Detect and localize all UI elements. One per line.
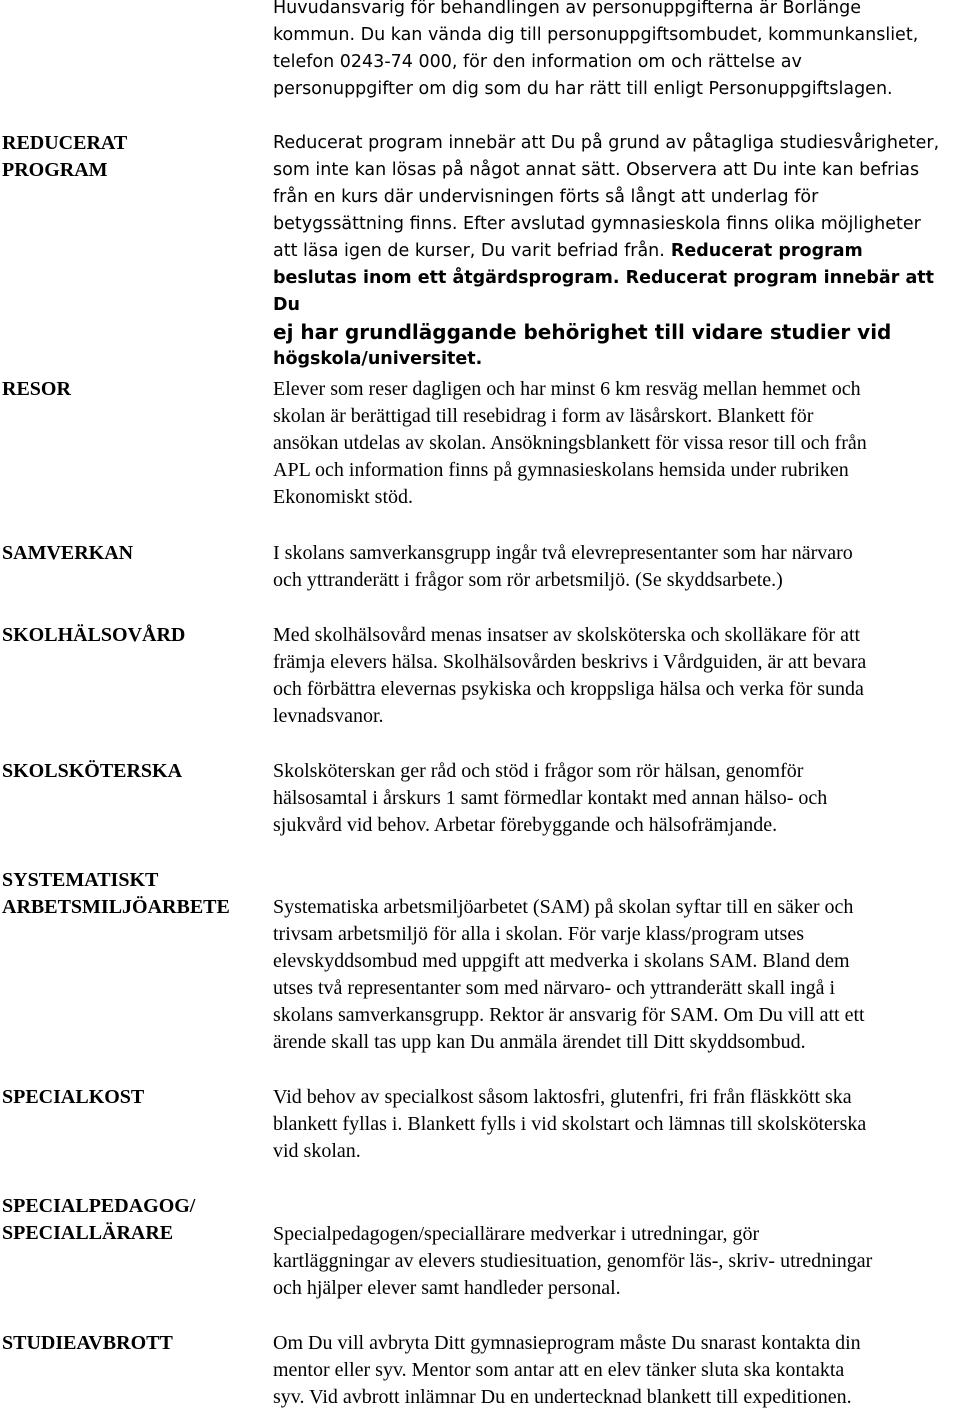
def-line: och förbättra elevernas psykiska och kroppsliga hälsa och verka för sunda — [273, 678, 864, 700]
def-line: skolans samverkansgrupp. Rektor är ansvarig för SAM. Om Du vill att ett — [273, 1004, 865, 1026]
def-text: som inte kan lösas på något annat sätt. — [273, 160, 621, 180]
def-line: trivsam arbetsmiljö för alla i skolan. För varje klass/program utses — [273, 923, 804, 945]
def-line: blankett fyllas i. Blankett fylls i vid skolstart och lämnas till skolsköterska — [273, 1113, 867, 1135]
def-line: syv. Vid avbrott inlämnar Du en undertecknad blankett till expeditionen. — [273, 1386, 852, 1408]
term-line: SKOLSKÖTERSKA — [2, 760, 183, 782]
def-bold-text: Reducerat program — [664, 241, 863, 261]
def-bold-text: beslutas inom ett åtgärdsprogram. — [273, 268, 620, 288]
def-line: skolan är berättigad till resebidrag i form av läsårskort. Blankett för — [273, 405, 814, 427]
def-line: utses två representanter som med närvaro- och yttranderätt skall ingå i — [273, 977, 836, 999]
definition-specialkost — [273, 1084, 960, 1165]
definition-specialpedagog-speciallarare — [273, 1221, 960, 1302]
def-line: högskola/universitet. — [273, 349, 483, 369]
def-bold-text: Reducerat program innebär att Du — [273, 268, 934, 315]
term-line: SPECIALKOST — [2, 1086, 145, 1108]
term-line: SKOLHÄLSOVÅRD — [2, 624, 186, 646]
term-line: ARBETSMILJÖARBETE — [2, 896, 230, 918]
def-line: elevskyddsombud med uppgift att medverka i skolans SAM. Bland dem — [273, 950, 850, 972]
def-line: APL och information finns på gymnasieskolans hemsida under rubriken — [273, 459, 849, 481]
definition-samverkan — [273, 540, 960, 594]
def-line: hälsosamtal i årskurs 1 samt förmedlar kontakt med annan hälso- och — [273, 787, 828, 809]
def-line: Systematiska arbetsmiljöarbetet (SAM) på skolan syftar till en säker och — [273, 896, 854, 918]
definition-skolhalsovard — [273, 622, 960, 730]
term-line: RESOR — [2, 378, 71, 400]
def-line: sjukvård vid behov. Arbetar förebyggande och hälsofrämjande. — [273, 814, 778, 836]
term-specialpedagog-speciallarare — [2, 1193, 195, 1247]
def-line: ansökan utdelas av skolan. Ansökningsblankett för vissa resor till och från — [273, 432, 867, 454]
def-line — [273, 157, 960, 184]
def-text: att läsa igen de kurser, Du varit befriad från. — [273, 241, 665, 261]
term-line: STUDIEAVBROTT — [2, 1332, 173, 1354]
def-line: Elever som reser dagligen och har minst 6 km resväg mellan hemmet och — [273, 378, 861, 400]
term-line: SYSTEMATISKT — [2, 869, 159, 891]
def-line — [273, 265, 960, 319]
term-line: SPECIALLÄRARE — [2, 1222, 174, 1244]
term-samverkan — [2, 540, 133, 567]
def-line: Reducerat program innebär att Du på grund av påtagliga studiesvårigheter, — [273, 133, 940, 153]
def-line: vid skolan. — [273, 1140, 361, 1162]
def-line: mentor eller syv. Mentor som antar att en elev tänker sluta ska kontakta — [273, 1359, 845, 1381]
def-line: och yttranderätt i frågor som rör arbetsmiljö. (Se skyddsarbete.) — [273, 569, 783, 591]
term-studieavbrott — [2, 1330, 173, 1357]
def-line: ej har grundläggande behörighet till vidare studier vid — [273, 320, 892, 344]
def-line: Skolsköterskan ger råd och stöd i frågor som rör hälsan, genomför — [273, 760, 804, 782]
definition-reducerat-program — [273, 130, 960, 373]
definition-resor — [273, 376, 960, 511]
def-line — [273, 238, 960, 265]
definition-skolskoterska — [273, 758, 960, 839]
term-line: REDUCERAT — [2, 132, 128, 154]
def-line: främja elevers hälsa. Skolhälsovården beskrivs i Vårdguiden, är att bevara — [273, 651, 867, 673]
term-line: SAMVERKAN — [2, 542, 134, 564]
def-line: betygssättning finns. Efter avslutad gymnasieskola finns olika möjligheter — [273, 214, 921, 234]
term-line: PROGRAM — [2, 159, 108, 181]
def-line: levnadsvanor. — [273, 705, 384, 727]
intro-line: personuppgifter om dig som du har rätt till enligt Personuppgiftslagen. — [273, 79, 893, 99]
term-systematiskt-arbetsmiljoarbete — [2, 867, 230, 921]
term-skolskoterska — [2, 758, 182, 785]
intro-line: telefon 0243-74 000, för den information om och rättelse av — [273, 52, 802, 72]
def-line: Ekonomiskt stöd. — [273, 486, 414, 508]
intro-line: kommun. Du kan vända dig till personuppgiftsombudet, kommunkansliet, — [273, 25, 919, 45]
intro-paragraph — [273, 0, 960, 103]
def-line: I skolans samverkansgrupp ingår två elevrepresentanter som har närvaro — [273, 542, 853, 564]
definition-systematiskt-arbetsmiljoarbete — [273, 894, 960, 1056]
term-skolhalsovard — [2, 622, 185, 649]
def-line: kartläggningar av elevers studiesituation, genomför läs-, skriv- utredningar — [273, 1250, 873, 1272]
def-text: Observera att Du inte kan befrias — [620, 160, 920, 180]
def-line: Med skolhälsovård menas insatser av skolsköterska och skolläkare för att — [273, 624, 861, 646]
def-line: ärende skall tas upp kan Du anmäla ärendet till Ditt skyddsombud. — [273, 1031, 806, 1053]
def-line: från en kurs där undervisningen förts så långt att underlag för — [273, 187, 819, 207]
term-reducerat-program — [2, 130, 127, 184]
def-line: och hjälper elever samt handleder personal. — [273, 1277, 621, 1299]
definition-studieavbrott — [273, 1330, 960, 1411]
term-line: SPECIALPEDAGOG/ — [2, 1195, 196, 1217]
term-resor — [2, 376, 71, 403]
intro-line: Huvudansvarig för behandlingen av personuppgifterna är Borlänge — [273, 0, 862, 18]
def-line: Om Du vill avbryta Ditt gymnasieprogram måste Du snarast kontakta din — [273, 1332, 861, 1354]
def-line: Vid behov av specialkost såsom laktosfri, glutenfri, fri från fläskkött ska — [273, 1086, 852, 1108]
term-specialkost — [2, 1084, 144, 1111]
def-line: Specialpedagogen/speciallärare medverkar i utredningar, gör — [273, 1223, 760, 1245]
